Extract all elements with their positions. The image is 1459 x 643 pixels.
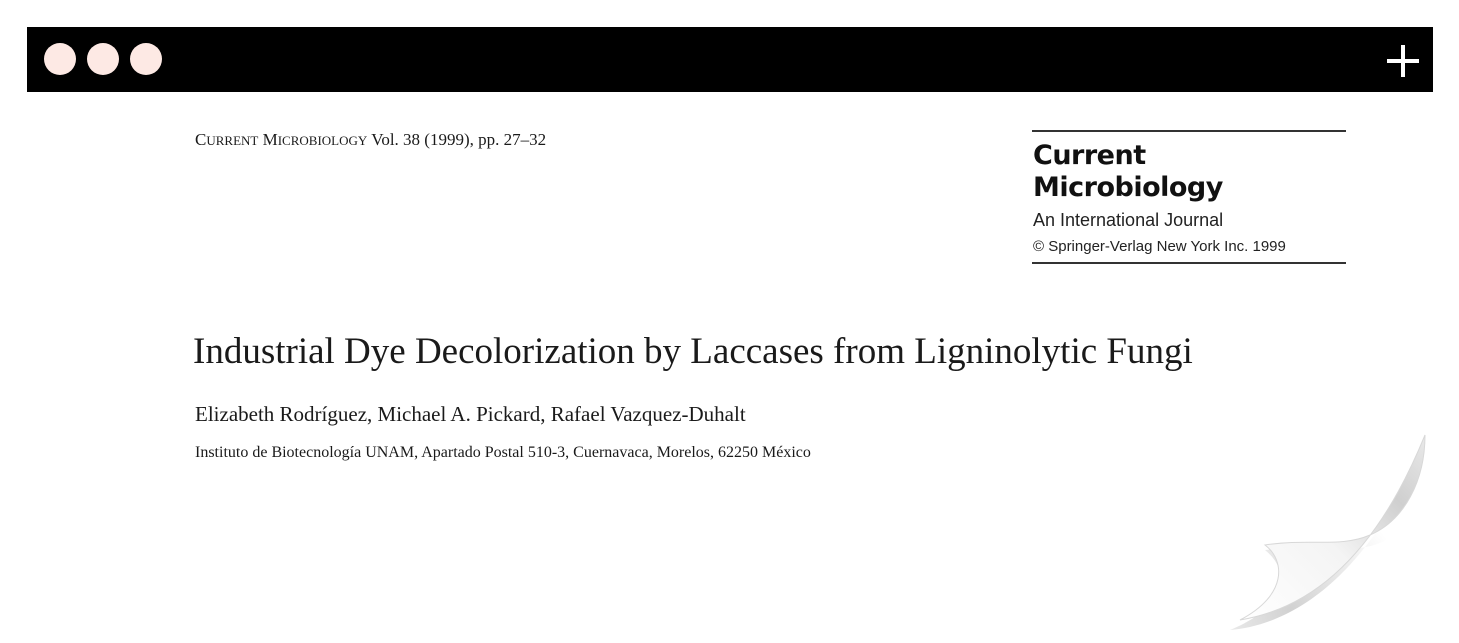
page-curl-icon[interactable] xyxy=(1220,420,1459,643)
article-affiliation: Instituto de Biotecnología UNAM, Apartado Postal 510-3, Cuernavaca, Morelos, 62250 México xyxy=(195,444,811,461)
article-title: Industrial Dye Decolorization by Laccases from Ligninolytic Fungi xyxy=(193,331,1193,372)
article-authors: Elizabeth Rodríguez, Michael A. Pickard, Rafael Vazquez-Duhalt xyxy=(195,402,746,426)
citation-smallcaps: M xyxy=(262,130,278,149)
journal-masthead xyxy=(1032,130,1346,264)
journal-citation xyxy=(195,130,546,150)
journal-copyright: © Springer-Verlag New York Inc. 1999 xyxy=(1033,238,1286,255)
citation-smallcaps: URRENT xyxy=(206,133,259,148)
citation-smallcaps: C xyxy=(195,130,207,149)
journal-name-line: Microbiology xyxy=(1033,172,1223,203)
journal-name xyxy=(1033,140,1223,204)
journal-name-line: Current xyxy=(1033,140,1146,171)
citation-volume-pages: Vol. 38 (1999), pp. 27–32 xyxy=(371,130,547,149)
citation-smallcaps: ICROBIOLOGY xyxy=(277,133,368,148)
journal-subtitle: An International Journal xyxy=(1033,210,1224,230)
